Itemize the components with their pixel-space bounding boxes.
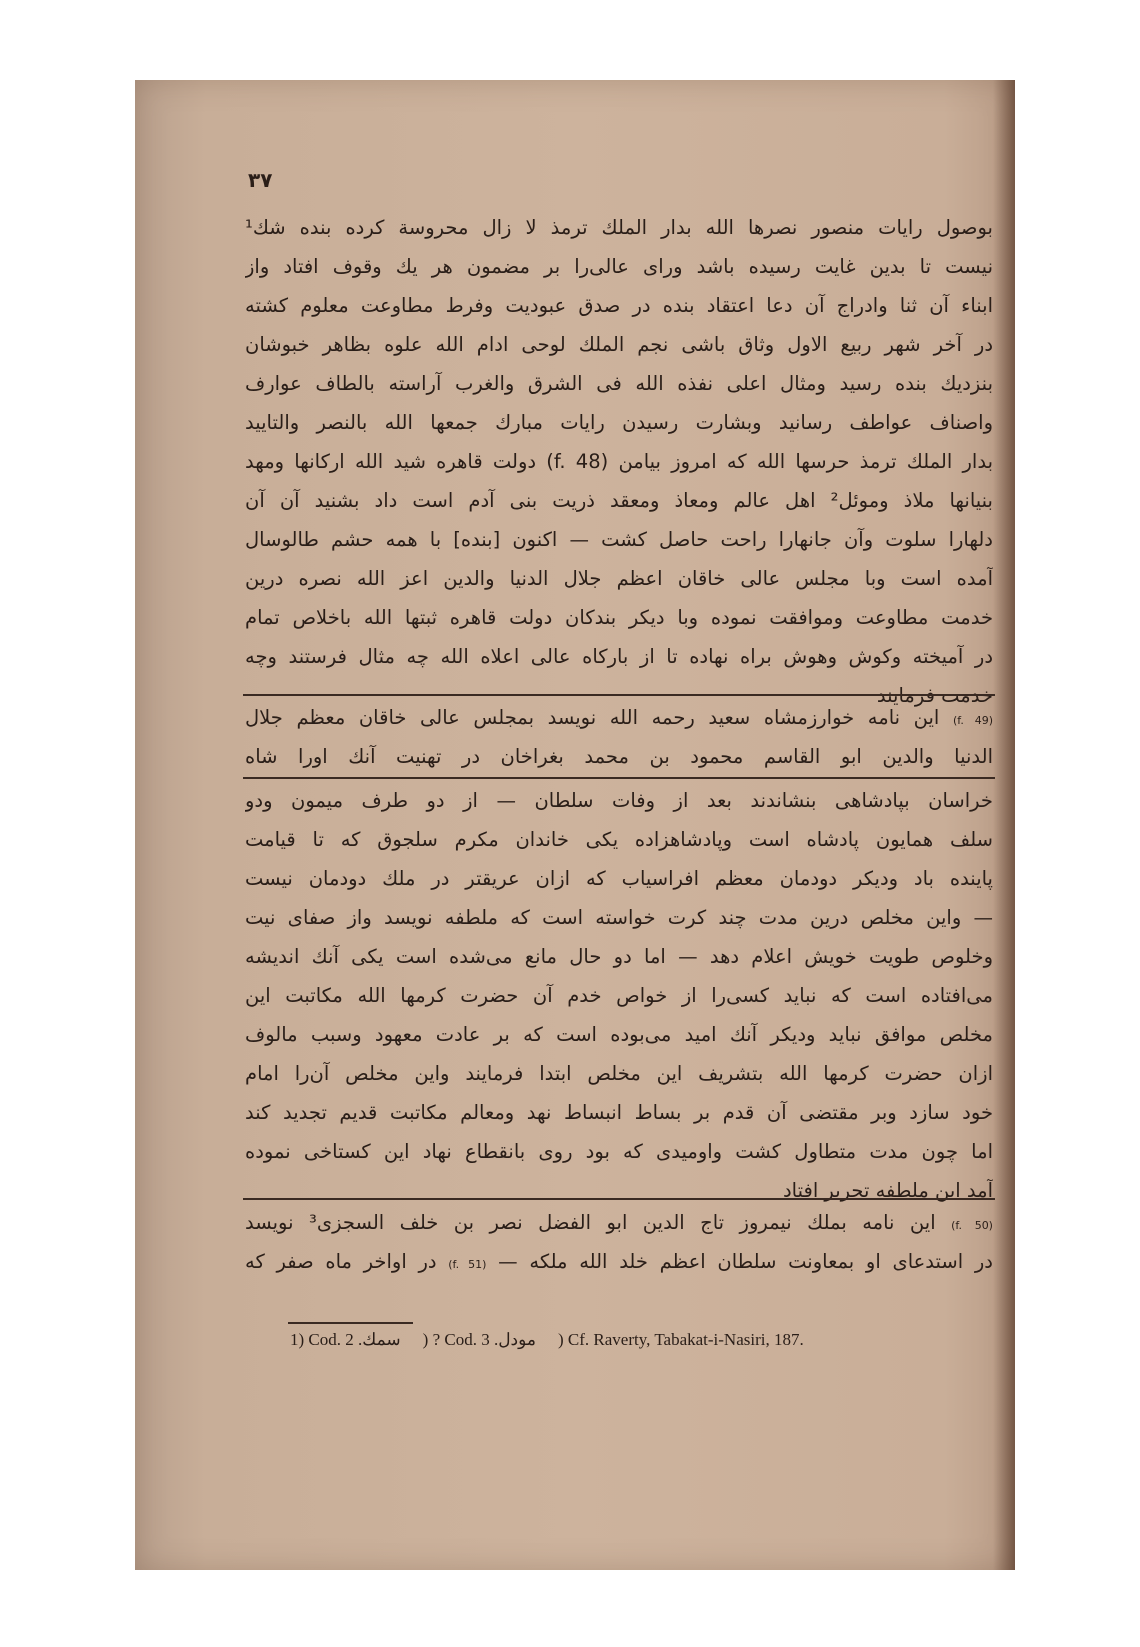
book-page [135,80,1015,1570]
heading-line: الدنیا والدین ابو القاسم محمود بن محمد بغراخان در تهنیت آنك اورا شاه [245,745,993,768]
footnote-divider [288,1322,413,1324]
heading-line: (f. 49) این نامه خوارزمشاه سعید رحمه الله نویسد بمجلس عالی خاقان معظم جلال [245,706,993,729]
folio-reference: (f. 50) [951,1219,993,1232]
text-line: واصناف عواطف رسانید وبشارت رسیدن رایات مبارك جمعها الله بالنصر والتایید [245,411,993,434]
text-line: مخلص موافق نباید ودیکر آنك امید می‌بوده است که بر عادت معهود وسبب مالوف [245,1023,993,1046]
text-line: ابناء آن ثنا وادراج آن دعا اعتقاد بنده در صدق عبودیت وفرط مطاوعت معلوم کشته [245,294,993,317]
text-line: بدار الملك ترمذ حرسها الله که امروز بیامن (f. 48) دولت قاهره شید الله ارکانها ومهد [245,450,993,473]
folio-reference: (f. 51) [448,1258,487,1271]
text-line: بنزدیك بنده رسید ومثال اعلی نفذه الله فی الشرق والغرب آراسته بالطاف عوارف [245,372,993,395]
text-line: وخلوص طویت خویش اعلام دهد — اما دو حال مانع می‌شده است یکی آنك اندیشه [245,945,993,968]
text-line: نیست تا بدین غایت رسیده باشد ورای عالی‌را بر مضمون هر یك وقوف افتاد واز [245,255,993,278]
footnotes [290,1325,1000,1355]
text-line: خدمت مطاوعت وموافقت نموده وبا دیکر بندکان دولت قاهره ثبتها الله باخلاص تمام [245,606,993,629]
folio-reference: (f. 49) [952,714,993,727]
text-line: خدمت فرمایند [876,684,993,707]
text-line: سلف همایون پادشاه است وپادشاهزاده یکی خاندان مکرم سلجوق که تا قیامت [245,828,993,851]
text-line: اما چون مدت متطاول کشت واومیدی که بود روی بانقطاع نهاد این کستاخی نموده [245,1140,993,1163]
footnote-2: 2) ? Cod. مودل. [345,1330,537,1349]
section-divider [243,694,995,696]
text-line: بنیانها ملاذ وموئل² اهل عالم ومعاذ ومعقد ذریت بنی آدم است داد بشنید آن آن [245,489,993,512]
text-line: می‌افتاده است که نباید کسی‌را از خواص خدم آن حضرت کرمها الله مکاتبت این [245,984,993,1007]
text-line: بوصول رایات منصور نصرها الله بدار الملك ترمذ لا زال محروسة کرده بنده شك¹ [245,216,993,239]
letter-heading-2 [245,1203,993,1281]
letter-heading-1 [245,698,993,776]
footnote-1: 1) Cod. سمك. [290,1330,401,1349]
section-divider [243,1198,995,1200]
text-line: ازان حضرت کرمها الله بتشریف این مخلص ابتدا فرمایند واین مخلص آن‌را امام [245,1062,993,1085]
section-divider [243,777,995,779]
text-line: در استدعای او بمعاونت سلطان اعظم خلد الله ملکه — (f. 51) در اواخر ماه صفر که [245,1250,993,1273]
heading-line: (f. 50) این نامه بملك نیمروز تاج الدین ابو الفضل نصر بن خلف السجزی³ نویسد [245,1211,993,1234]
text-line: — واین مخلص درین مدت چند کرت خواسته است که ملطفه نویسد واز صفای نیت [245,906,993,929]
text-line: در آخر شهر ربیع الاول وثاق باشی نجم الملك لوحی ادام الله علوه بظاهر خبوشان [245,333,993,356]
paragraph-1 [245,208,993,715]
footnote-3: 3) Cf. Raverty, Tabakat-i-Nasiri, 187. [481,1330,804,1349]
text-line: پاینده باد ودیکر دودمان معظم افراسیاب که ازان عریقتر در ملك دودمان نیست [245,867,993,890]
text-line: خود سازد وبر مقتضی آن قدم بر بساط انبساط نهد ومعالم مکاتبت قدیم تجدید کند [245,1101,993,1124]
text-line: در آمیخته وکوش وهوش براه نهاده تا از بارکاه عالی اعلاه الله چه مثال فرستند وچه [245,645,993,668]
page-number: ۳۷ [248,168,273,192]
paragraph-2 [245,781,993,1210]
text-line: آمد این ملطفه تحریر افتاد [782,1179,993,1202]
text-line: خراسان بپادشاهی بنشاندند بعد از وفات سلطان — از دو طرف میمون ودو [245,789,993,812]
text-line: دلهارا سلوت وآن جانهارا راحت حاصل کشت — اکنون [بنده] با همه حشم طالوسال [245,528,993,551]
text-line: آمده است وبا مجلس عالی خاقان اعظم جلال الدنیا والدین اعز الله نصره درین [245,567,993,590]
